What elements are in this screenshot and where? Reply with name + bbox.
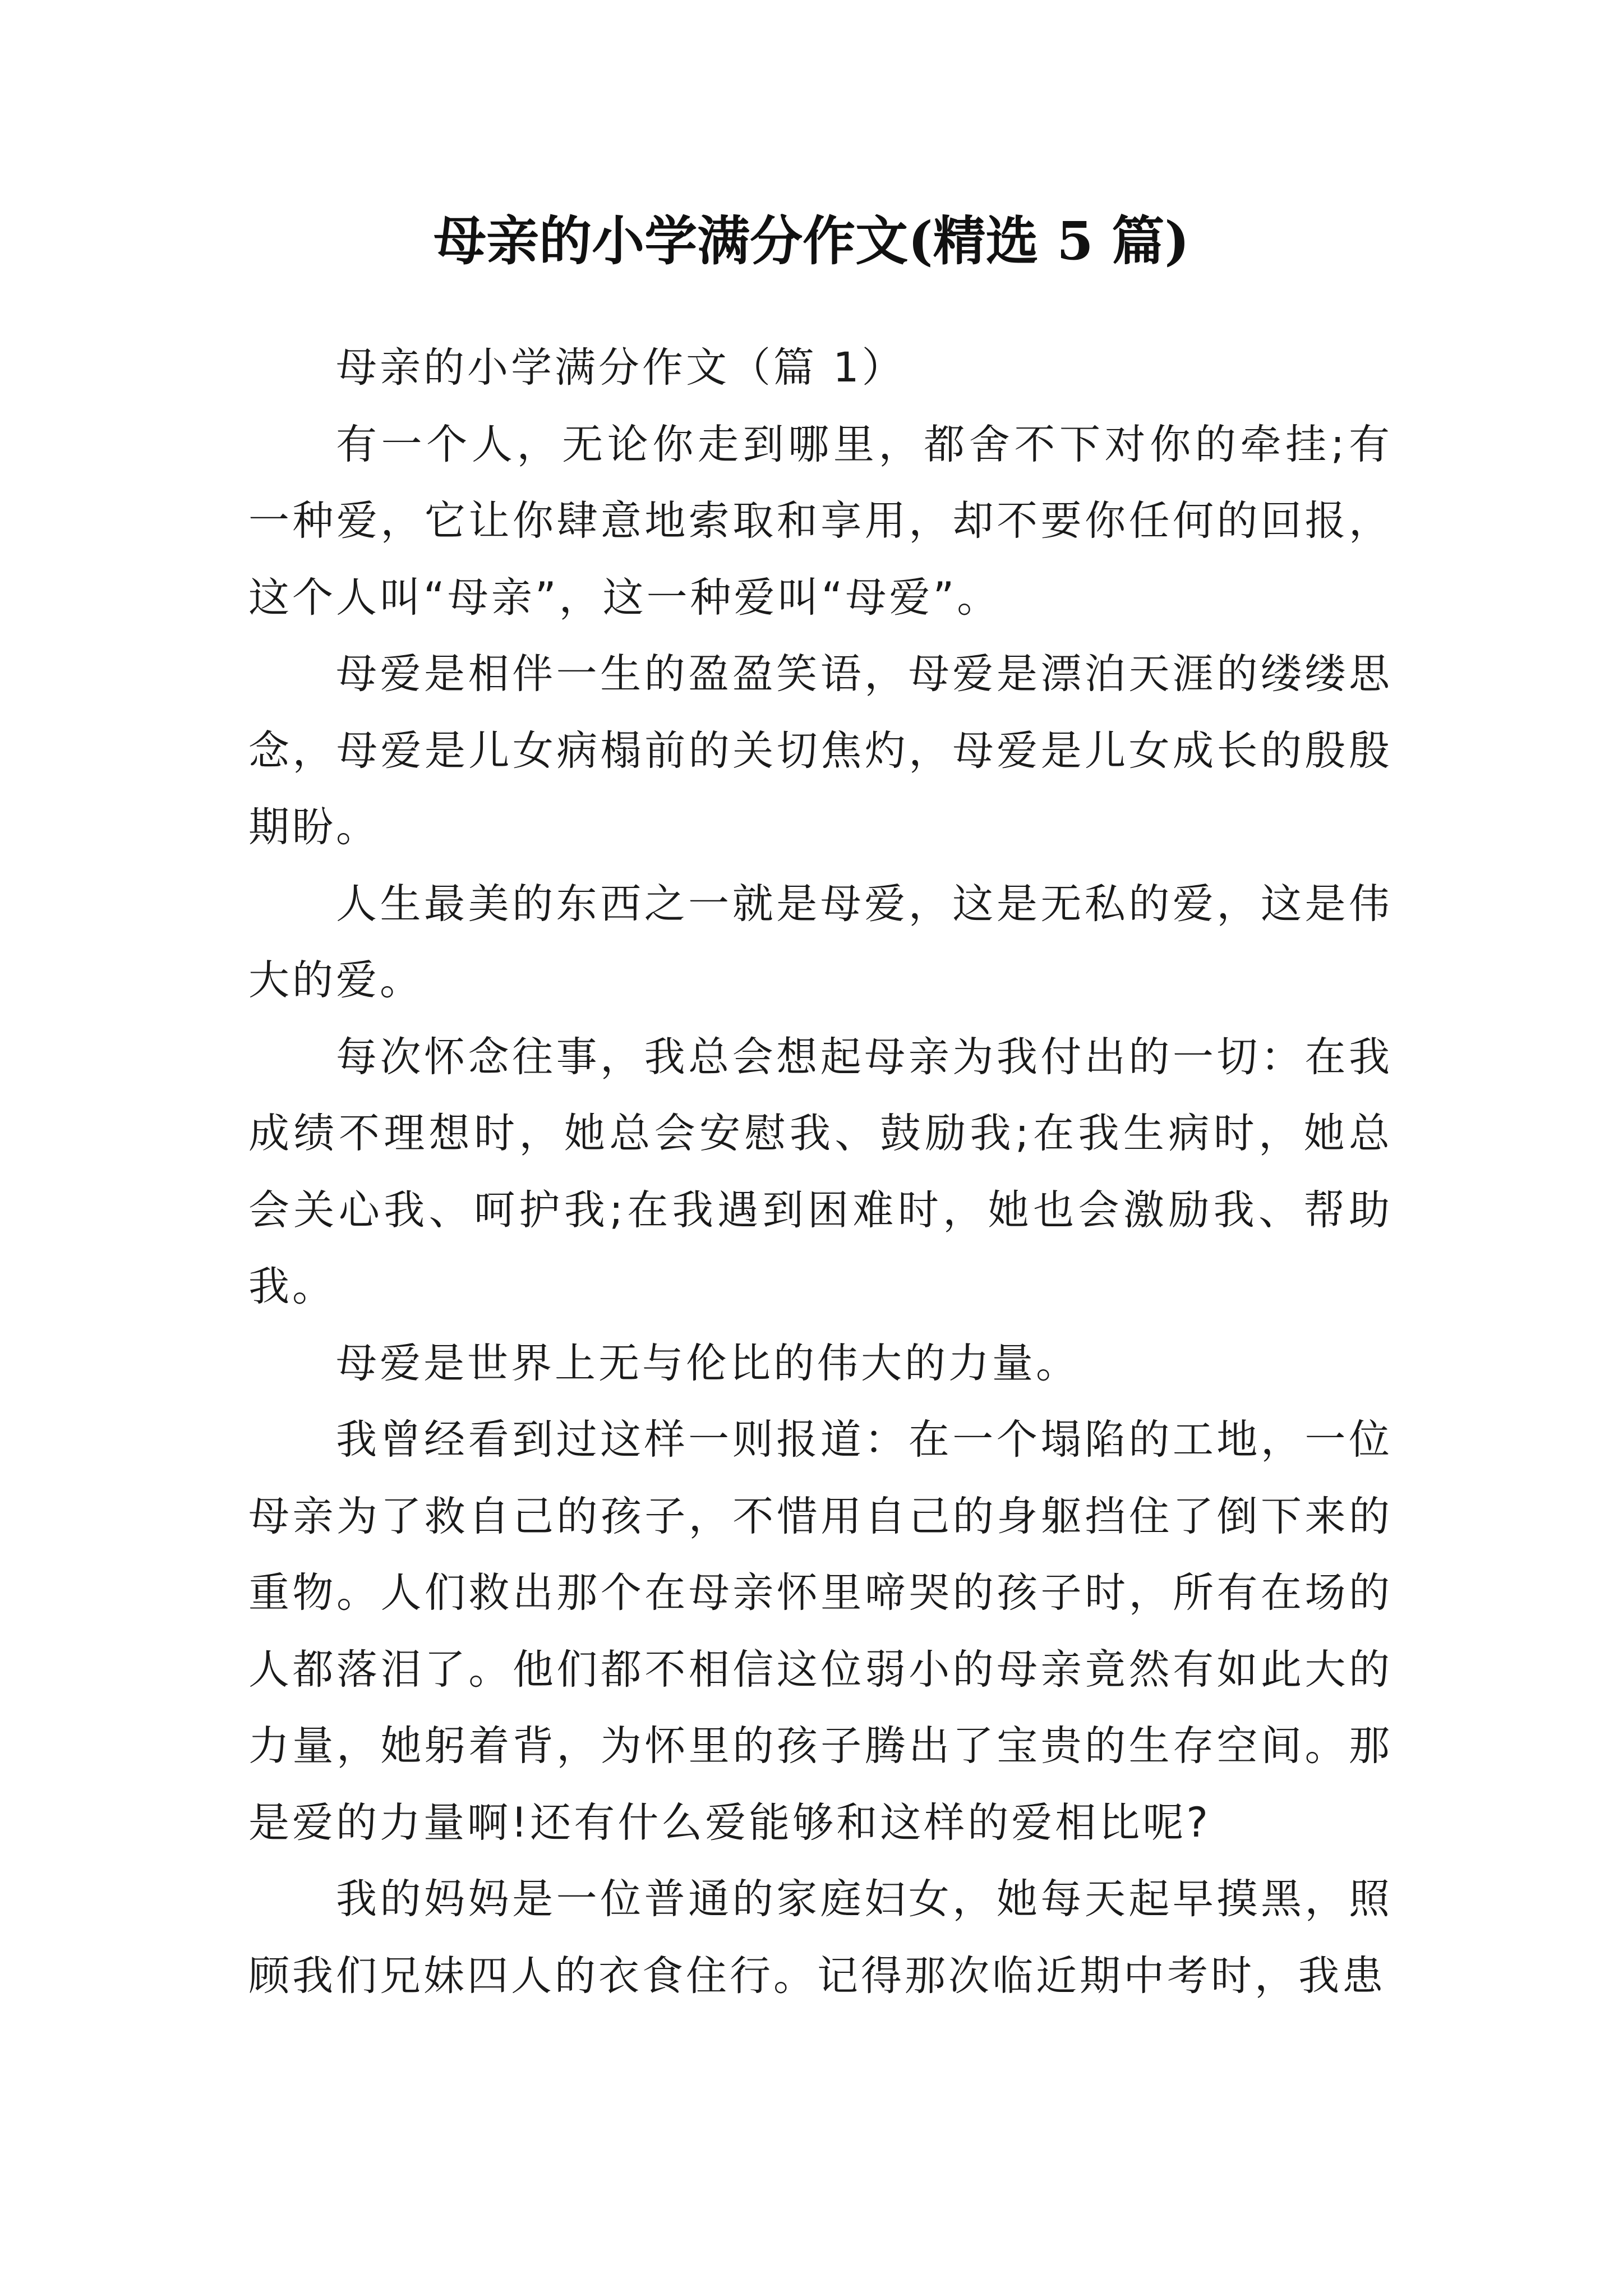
paragraph: 我曾经看到过这样一则报道：在一个塌陷的工地，一位母亲为了救自己的孩子，不惜用自己的身躯挡住了倒下来的重物。人们救出那个在母亲怀里啼哭的孩子时，所有在场的人都落泪了。他们都不相信这位弱小的母亲竟然有如此大的力量，她躬着背，为怀里的孩子腾出了宝贵的生存空间。那是爱的力量啊!还有什么爱能够和这样的爱相比呢? bbox=[248, 1416, 1393, 1847]
section-heading: 母亲的小学满分作文（篇 1） bbox=[336, 344, 906, 392]
paragraph: 母爱是相伴一生的盈盈笑语，母爱是漂泊天涯的缕缕思念，母爱是儿女病榻前的关切焦灼，母爱是儿女成长的殷殷期盼。 bbox=[248, 650, 1393, 851]
paragraph: 母爱是世界上无与伦比的伟大的力量。 bbox=[336, 1339, 1080, 1387]
paragraph: 有一个人，无论你走到哪里，都舍不下对你的牵挂;有一种爱，它让你肆意地索取和享用，却不要你任何的回报，这个人叫“母亲”，这一种爱叫“母爱”。 bbox=[248, 420, 1393, 622]
paragraph: 每次怀念往事，我总会想起母亲为我付出的一切：在我成绩不理想时，她总会安慰我、鼓励我;在我生病时，她总会关心我、呵护我;在我遇到困难时，她也会激励我、帮助我。 bbox=[248, 1033, 1393, 1310]
paragraph: 我的妈妈是一位普通的家庭妇女，她每天起早摸黑，照顾我们兄妹四人的衣食住行。记得那次临近期中考时，我患 bbox=[248, 1875, 1393, 2000]
document-title: 母亲的小学满分作文(精选 5 篇) bbox=[434, 210, 1189, 272]
paragraph: 人生最美的东西之一就是母爱，这是无私的爱，这是伟大的爱。 bbox=[248, 880, 1393, 1004]
document-body bbox=[248, 330, 1393, 2014]
